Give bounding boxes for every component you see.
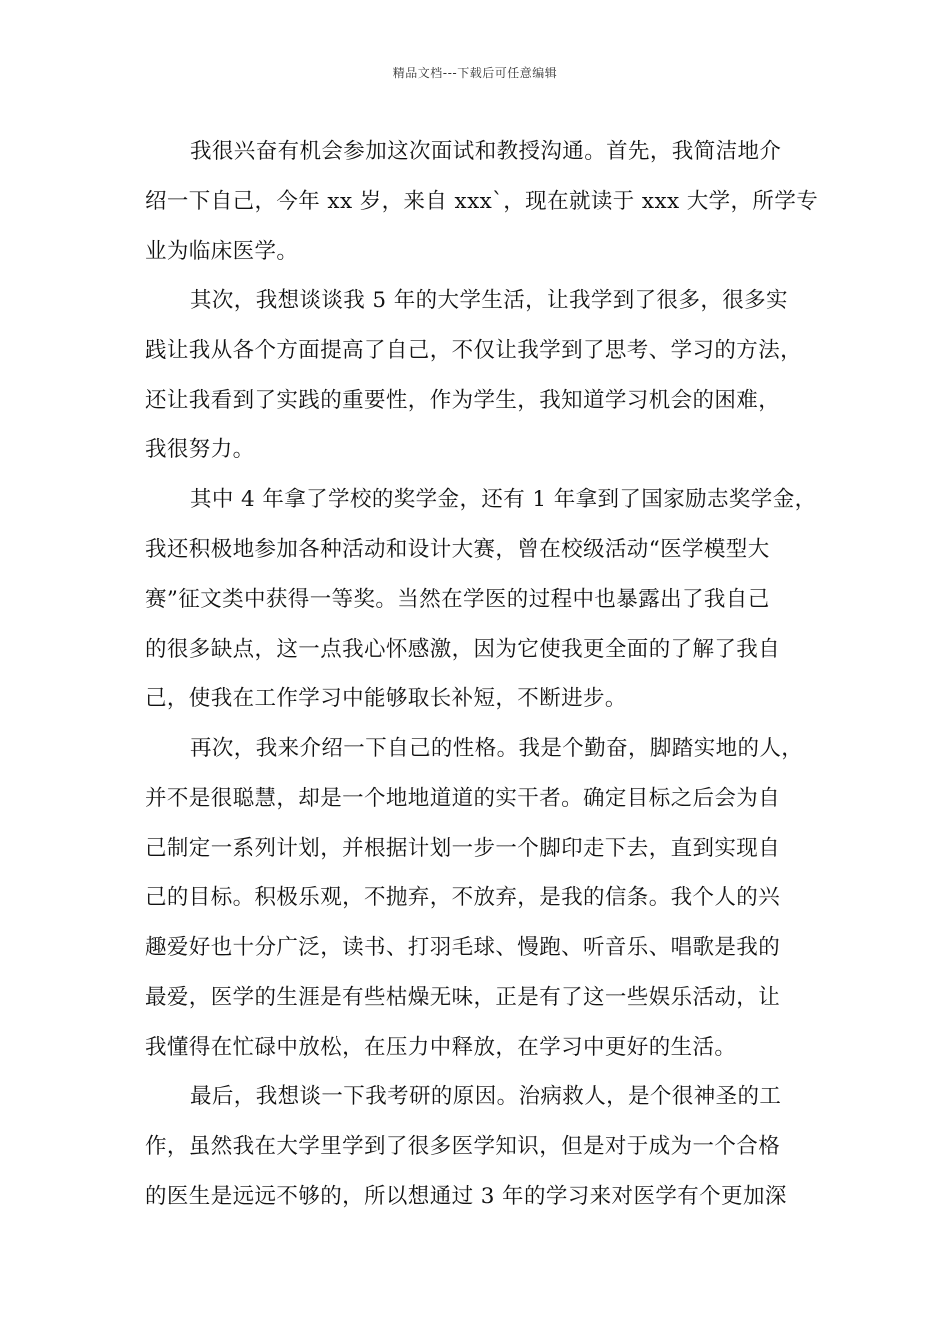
text-line: 己，使我在工作学习中能够取长补短，不断进步。 bbox=[145, 686, 627, 711]
text-line: 其中 4 年拿了学校的奖学金，还有 1 年拿到了国家励志奖学金， bbox=[190, 487, 817, 512]
text-line: 最爱，医学的生涯是有些枯燥无味，正是有了这一些娱乐活动，让 bbox=[145, 985, 781, 1010]
text-line: 践让我从各个方面提高了自己，不仅让我学到了思考、学习的方法， bbox=[145, 338, 803, 363]
text-line: 最后，我想谈一下我考研的原因。治病救人，是个很神圣的工 bbox=[190, 1084, 782, 1109]
text-line: 己的目标。积极乐观，不抛弃，不放弃，是我的信条。我个人的兴 bbox=[145, 885, 781, 910]
text-line: 业为临床医学。 bbox=[145, 239, 299, 264]
text-line: 我很努力。 bbox=[145, 437, 255, 462]
text-line: 趣爱好也十分广泛，读书、打羽毛球、慢跑、听音乐、唱歌是我的 bbox=[145, 935, 781, 960]
text-line: 其次，我想谈谈我 5 年的大学生活，让我学到了很多，很多实 bbox=[190, 288, 788, 313]
text-line: 并不是很聪慧，却是一个地地道道的实干者。确定目标之后会为自 bbox=[145, 786, 781, 811]
text-line: 的很多缺点，这一点我心怀感激，因为它使我更全面的了解了我自 bbox=[145, 637, 781, 662]
text-line: 赛”征文类中获得一等奖。当然在学医的过程中也暴露出了我自己 bbox=[145, 587, 770, 612]
text-line: 再次，我来介绍一下自己的性格。我是个勤奋，脚踏实地的人， bbox=[190, 736, 804, 761]
text-line: 绍一下自己，今年 xx 岁，来自 xxx`，现在就读于 xxx 大学，所学专 bbox=[145, 189, 819, 214]
text-line: 己制定一系列计划，并根据计划一步一个脚印走下去，直到实现自 bbox=[145, 836, 781, 861]
text-line: 还让我看到了实践的重要性，作为学生，我知道学习机会的困难， bbox=[145, 388, 781, 413]
text-line: 我还积极地参加各种活动和设计大赛，曾在校级活动“医学模型大 bbox=[145, 537, 770, 562]
text-line: 我很兴奋有机会参加这次面试和教授沟通。首先，我简洁地介 bbox=[190, 139, 782, 164]
page-header: 精品文档---下载后可任意编辑 bbox=[392, 66, 558, 80]
text-line: 作，虽然我在大学里学到了很多医学知识，但是对于成为一个合格 bbox=[145, 1134, 781, 1159]
text-line: 的医生是远远不够的，所以想通过 3 年的学习来对医学有个更加深 bbox=[145, 1184, 787, 1209]
text-line: 我懂得在忙碌中放松，在压力中释放，在学习中更好的生活。 bbox=[145, 1035, 737, 1060]
